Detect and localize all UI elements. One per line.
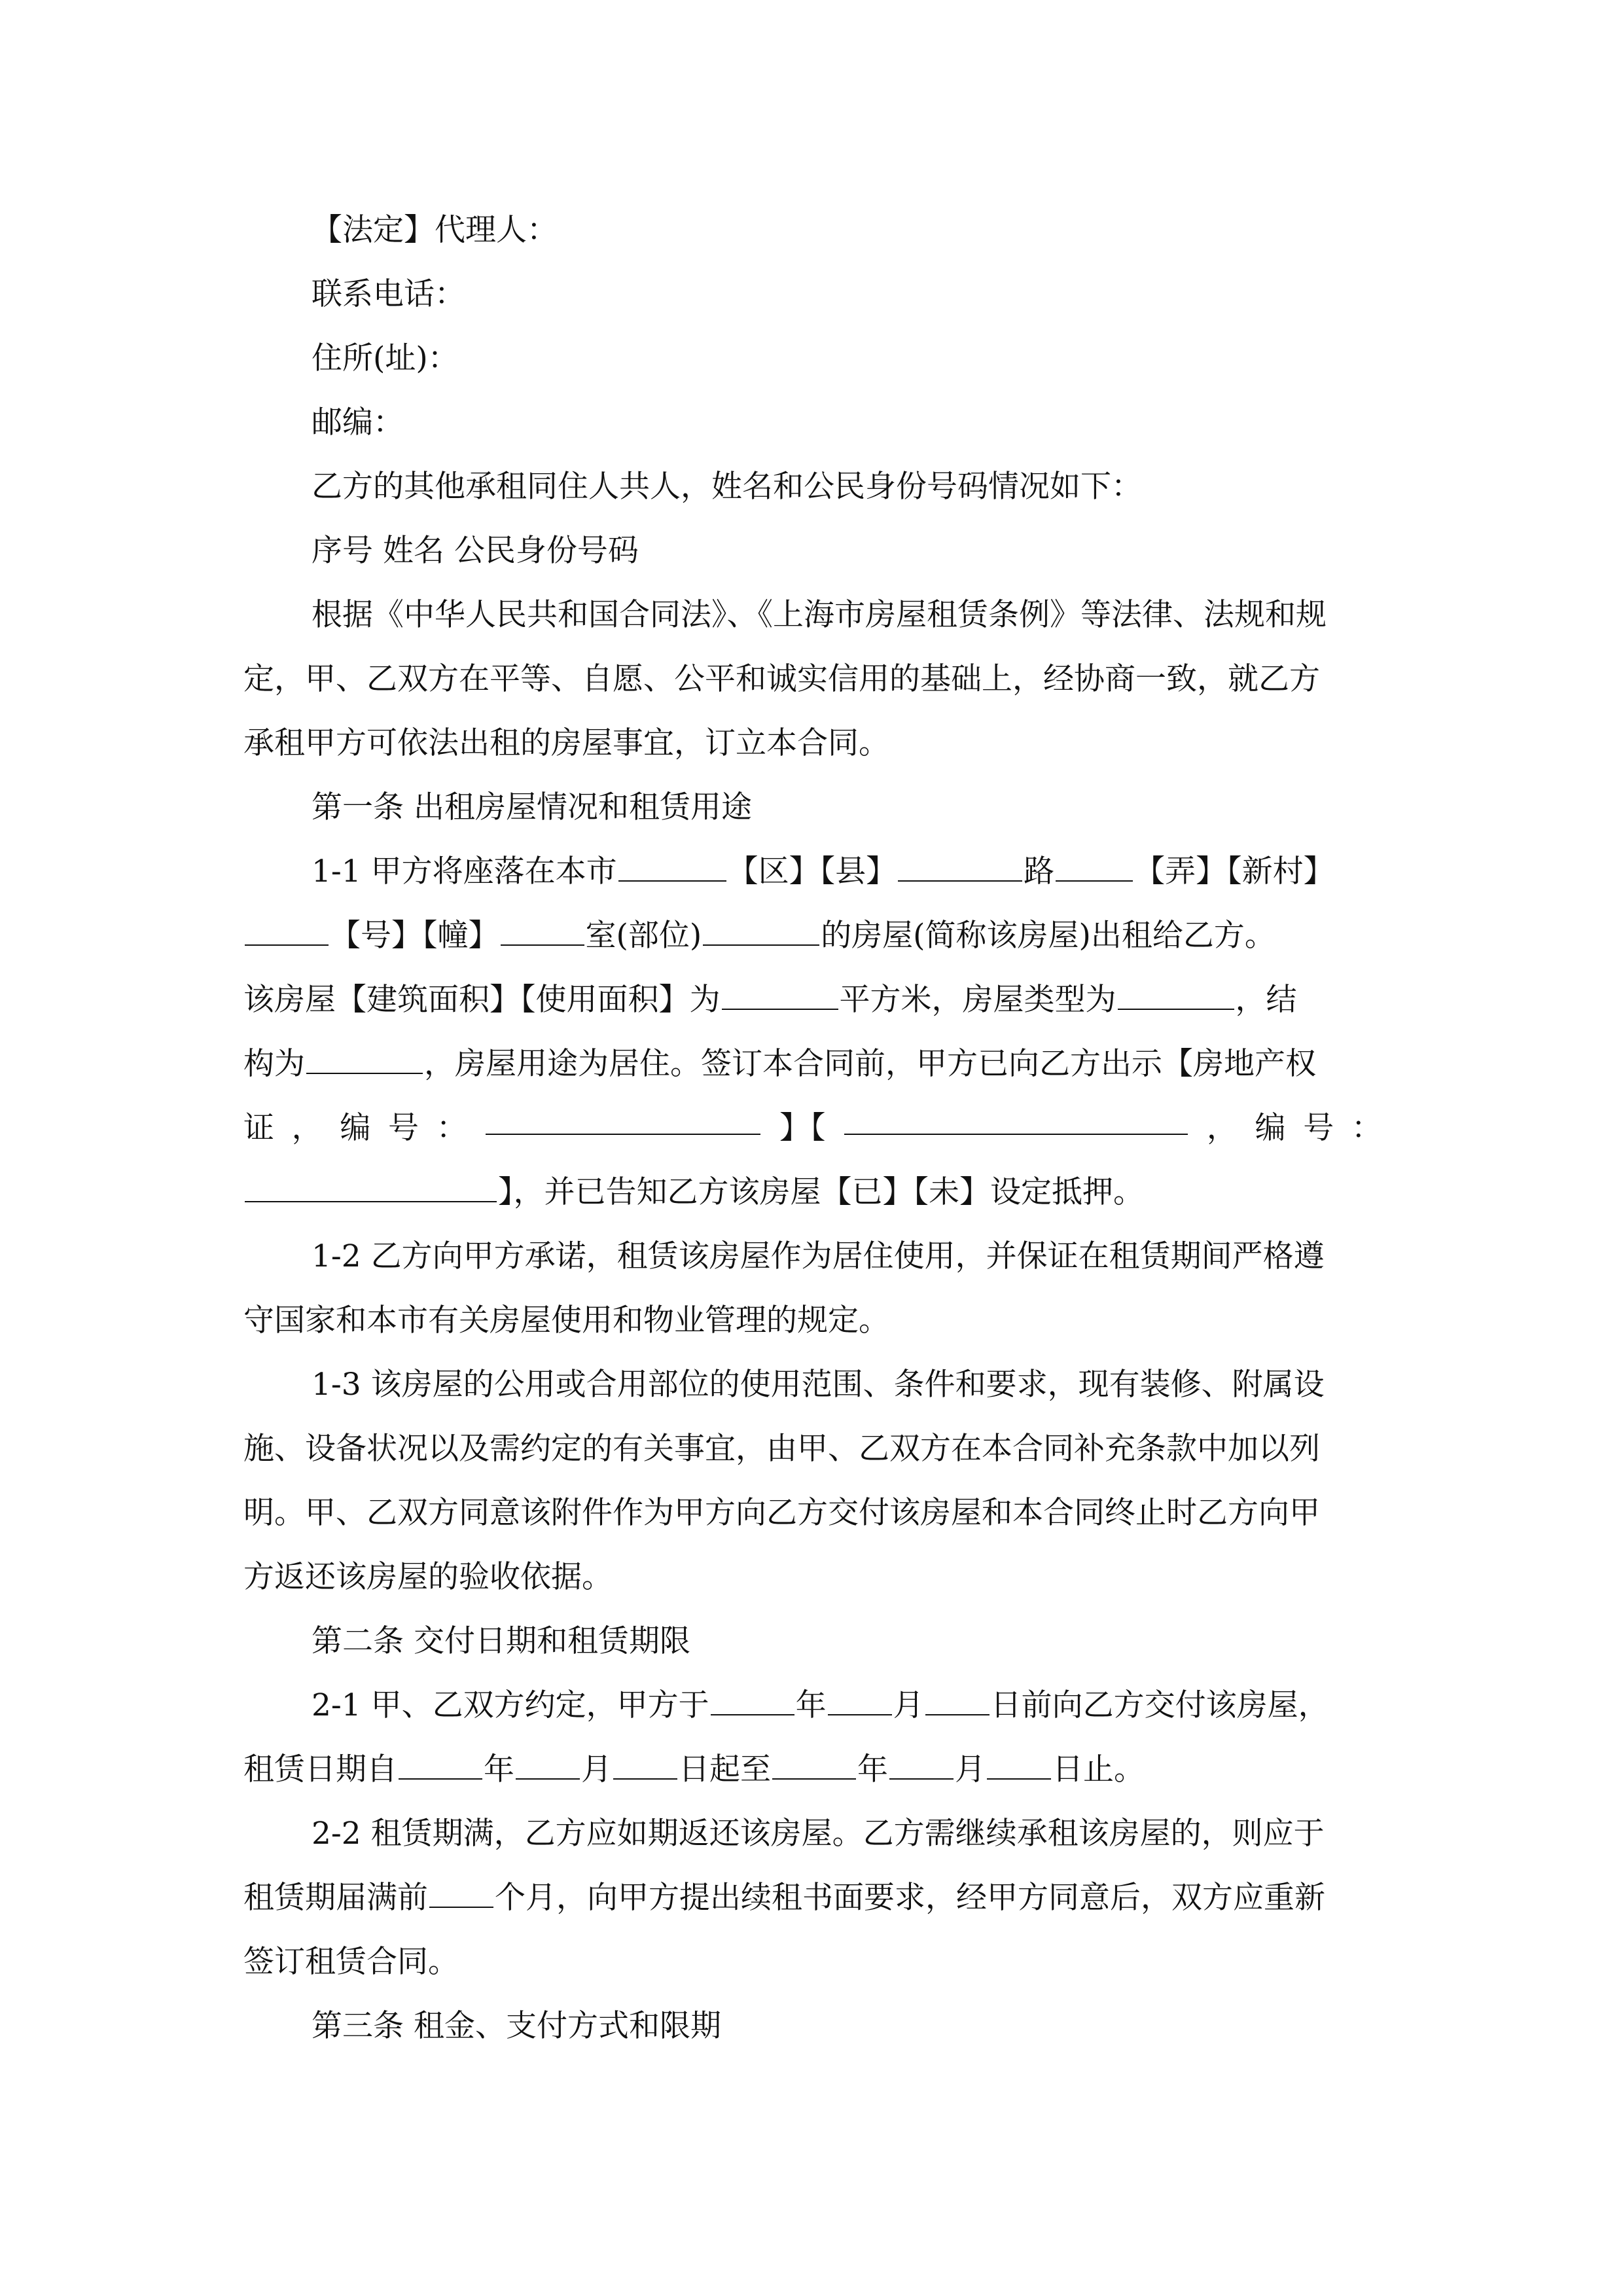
end-month-blank (889, 1740, 954, 1780)
road-blank (898, 842, 1022, 882)
start-month-blank (516, 1740, 580, 1780)
district-blank (618, 842, 726, 882)
clause-text: 构为 (243, 1046, 305, 1082)
clause-text: 【区】【县】 (727, 853, 897, 889)
col-name: 姓名 (382, 533, 444, 569)
clause-text: 号 (388, 1110, 419, 1146)
clause-text: 证 (243, 1110, 274, 1146)
end-year-blank (772, 1740, 856, 1780)
clause-text: ， (291, 1110, 323, 1146)
clause-1-1-line-3 (243, 967, 1297, 1033)
clause-1-1-line-6 (243, 1160, 1144, 1225)
delivery-month-blank (828, 1676, 892, 1715)
clause-2-1-line-1 (243, 1673, 1329, 1738)
delivery-year-blank (711, 1676, 794, 1715)
preamble-line-3: 承租甲方可依法出租的房屋事宜，订立本合同。 (243, 725, 889, 761)
clause-text: 】，并已告知乙方该房屋【已】【未】设定抵押。 (498, 1174, 1144, 1210)
clause-1-1-line-2 (243, 903, 1275, 969)
cohabitants-table-header (243, 518, 639, 584)
phone-label: 联系电话： (312, 276, 465, 312)
delivery-day-blank (925, 1676, 990, 1715)
clause-text: 日前向乙方交付该房屋， (990, 1687, 1329, 1723)
preamble-line-2: 定，甲、乙双方在平等、自愿、公平和诚实信用的基础上，经协商一致，就乙方 (243, 661, 1320, 697)
clause-1-3-line-3: 明。甲、乙双方同意该附件作为甲方向乙方交付该房屋和本合同终止时乙方向甲 (243, 1495, 1320, 1531)
clause-text: 的房屋(简称该房屋)出租给乙方。 (821, 918, 1275, 954)
clause-1-1-line-5 (243, 1096, 1382, 1161)
clause-text: 号 (1303, 1110, 1334, 1146)
article-2-title: 第二条 交付日期和租赁期限 (312, 1623, 690, 1659)
number-blank (245, 906, 329, 946)
col-seq: 序号 (312, 533, 373, 569)
clause-text: 路 (1024, 853, 1055, 889)
clause-text: ， (1206, 1110, 1238, 1146)
article-1-title: 第一条 出租房屋情况和租赁用途 (312, 789, 752, 825)
part-blank (703, 906, 819, 946)
house-type-blank (1118, 971, 1234, 1010)
lane-blank (1056, 842, 1133, 882)
clause-1-2-line-2: 守国家和本市有关房屋使用和物业管理的规定。 (243, 1302, 889, 1338)
clause-text: 租赁期届满前 (243, 1880, 428, 1916)
clause-1-2-line-1: 1-2 乙方向甲方承诺，租赁该房屋作为居住使用，并保证在租赁期间严格遵 (312, 1238, 1325, 1274)
clause-1-3-line-2: 施、设备状况以及需约定的有关事宜，由甲、乙双方在本合同补充条款中加以列 (243, 1431, 1320, 1467)
clause-text: 室(部位) (585, 918, 702, 954)
clause-text: 年 (484, 1751, 514, 1787)
clause-text: 1-1 甲方将座落在本市 (312, 853, 617, 889)
clause-text: 【弄】【新村】 (1134, 853, 1334, 889)
clause-1-1-line-4 (243, 1031, 1316, 1097)
clause-1-3-line-4: 方返还该房屋的验收依据。 (243, 1559, 613, 1595)
clause-2-2-line-1: 2-2 租赁期满，乙方应如期返还该房屋。乙方需继续承租该房屋的，则应于 (312, 1816, 1325, 1852)
address-label: 住所(址)： (312, 340, 459, 376)
clause-2-1-line-2 (243, 1737, 1145, 1803)
area-blank (722, 971, 838, 1010)
preamble-line-1: 根据《中华人民共和国合同法》、《上海市房屋租赁条例》等法律、法规和规 (312, 597, 1327, 633)
renewal-months-blank (429, 1869, 493, 1908)
clause-text: 2-1 甲、乙双方约定，甲方于 (312, 1687, 709, 1723)
certificate-number-blank (486, 1096, 760, 1135)
clause-text: ： (1351, 1110, 1382, 1146)
cohabitants-intro: 乙方的其他承租同住人共人，姓名和公民身份号码情况如下： (312, 469, 1142, 505)
agent-label: 【法定】代理人： (312, 212, 558, 248)
clause-text: ： (436, 1110, 467, 1146)
clause-text: 日止。 (1052, 1751, 1145, 1787)
clause-text: 日起至 (679, 1751, 771, 1787)
clause-text: 】【 (779, 1110, 826, 1146)
clause-text: 编 (1255, 1110, 1286, 1146)
start-day-blank (613, 1740, 677, 1780)
clause-text: 个月，向甲方提出续租书面要求，经甲方同意后，双方应重新 (495, 1880, 1325, 1916)
postcode-label: 邮编： (312, 404, 404, 440)
clause-text: 月 (955, 1751, 986, 1787)
clause-1-1-line-1 (243, 839, 1334, 905)
clause-1-3-line-1: 1-3 该房屋的公用或合用部位的使用范围、条件和要求，现有装修、附属设 (312, 1367, 1325, 1403)
clause-text: ，结 (1235, 982, 1297, 1018)
clause-text: 月 (581, 1751, 612, 1787)
end-day-blank (987, 1740, 1051, 1780)
clause-text: 年 (857, 1751, 888, 1787)
clause-text: 编 (340, 1110, 371, 1146)
other-certificate-blank (844, 1096, 1188, 1135)
clause-text: 租赁日期自 (243, 1751, 397, 1787)
clause-2-2-line-3: 签订租赁合同。 (243, 1944, 459, 1980)
clause-text: 平方米，房屋类型为 (839, 982, 1116, 1018)
structure-blank (306, 1035, 423, 1074)
clause-text: 该房屋【建筑面积】【使用面积】为 (243, 982, 721, 1018)
clause-text: ，房屋用途为居住。签订本合同前，甲方已向乙方出示【房地产权 (424, 1046, 1316, 1082)
clause-text: 年 (795, 1687, 827, 1723)
start-year-blank (399, 1740, 482, 1780)
clause-text: 月 (893, 1687, 924, 1723)
clause-text: 【号】【幢】 (330, 918, 499, 954)
article-3-title: 第三条 租金、支付方式和限期 (312, 2008, 721, 2044)
room-blank (501, 906, 584, 946)
col-id: 公民身份号码 (454, 533, 639, 569)
other-number-blank (245, 1163, 497, 1202)
clause-2-2-line-2 (243, 1865, 1325, 1931)
